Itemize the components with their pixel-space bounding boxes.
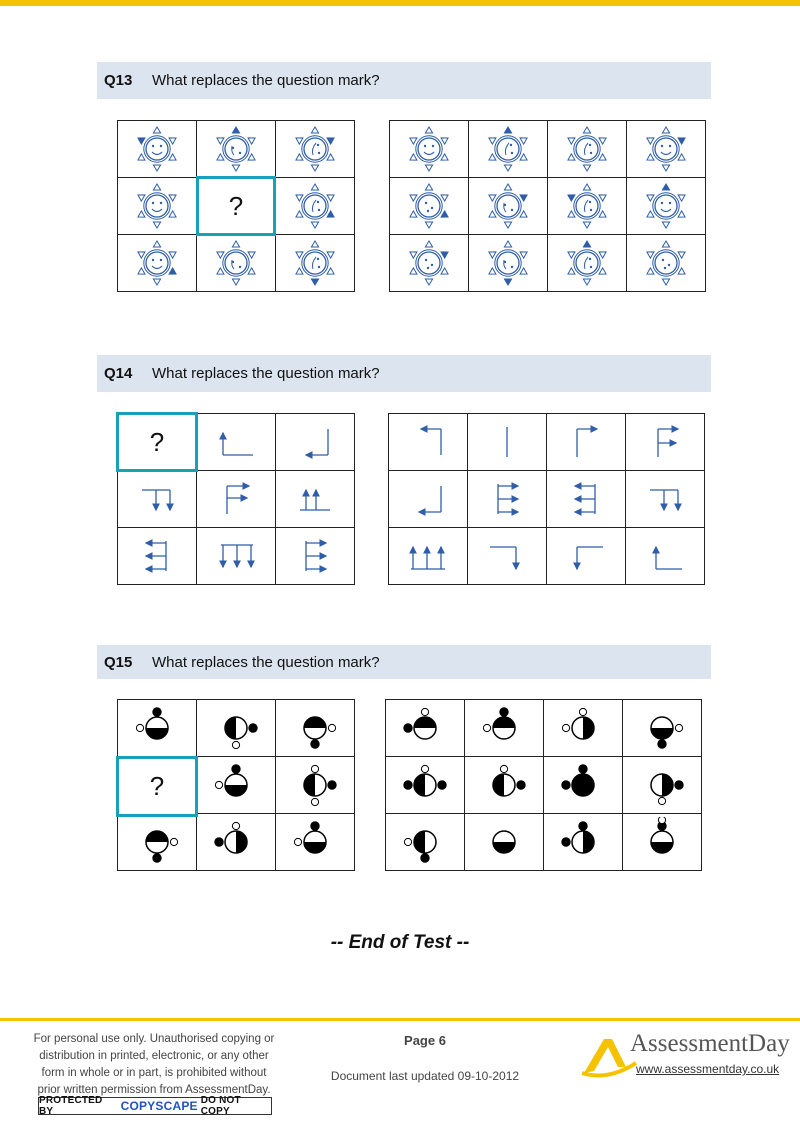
q13-puzzle-cell[interactable]: [118, 178, 197, 235]
q13-answer-cell[interactable]: [469, 235, 548, 292]
q13-puzzle-cell[interactable]: [118, 121, 197, 178]
q15-answer-cell[interactable]: [386, 700, 465, 757]
q13-answer-cell[interactable]: [469, 121, 548, 178]
q13-puzzle-cell[interactable]: [276, 235, 355, 292]
legal-line: prior written permission from AssessmentDay.: [37, 1084, 271, 1096]
question-bar-q15: [97, 645, 711, 679]
q15-answer-cell[interactable]: [465, 757, 544, 814]
q14-answer-cell[interactable]: [468, 528, 547, 585]
q13-answer-cell[interactable]: [390, 121, 469, 178]
q13-answer-cell[interactable]: [548, 178, 627, 235]
last-updated: Document last updated 09-10-2012: [330, 1069, 520, 1083]
q13-answer-cell[interactable]: [627, 235, 706, 292]
question-mark: ?: [149, 771, 165, 801]
assessmentday-logo-icon: [578, 1033, 638, 1079]
footer-accent-line: [0, 1018, 800, 1021]
copyscape-badge[interactable]: [38, 1097, 272, 1115]
q14-answer-cell[interactable]: [389, 471, 468, 528]
q14-puzzle-cell[interactable]: [197, 414, 276, 471]
top-accent-bar: [0, 0, 800, 6]
q13-puzzle-cell[interactable]: [276, 178, 355, 235]
q13-answer-cell[interactable]: [390, 178, 469, 235]
q13-puzzle-cell[interactable]: [197, 121, 276, 178]
q15-answer-cell[interactable]: [623, 700, 702, 757]
q13-question-cell[interactable]: [196, 176, 276, 236]
q15-answer-cell[interactable]: [465, 814, 544, 871]
q14-puzzle-cell[interactable]: [197, 528, 276, 585]
q14-answer-cell[interactable]: [468, 471, 547, 528]
q13-answer-cell[interactable]: [390, 235, 469, 292]
q14-puzzle-cell[interactable]: [118, 528, 197, 585]
legal-line: distribution in printed, electronic, or any other: [39, 1050, 269, 1062]
q15-puzzle-cell[interactable]: [197, 757, 276, 814]
q14-answer-cell[interactable]: [468, 414, 547, 471]
legal-line: form in whole or in part, is prohibited without: [41, 1067, 267, 1079]
stamp-brand: COPYSCAPE: [120, 1099, 198, 1113]
q13-puzzle-cell[interactable]: [197, 235, 276, 292]
question-number: Q14: [104, 365, 133, 382]
q13-puzzle-cell[interactable]: [276, 121, 355, 178]
q13-answer-cell[interactable]: [469, 178, 548, 235]
q14-answer-cell[interactable]: [547, 528, 626, 585]
end-of-test: -- End of Test --: [330, 932, 470, 953]
q13-answer-cell[interactable]: [548, 121, 627, 178]
q15-answer-cell[interactable]: [386, 757, 465, 814]
q14-puzzle-cell[interactable]: [118, 471, 197, 528]
q13-answer-cell[interactable]: [548, 235, 627, 292]
brand-url[interactable]: www.assessmentday.co.uk: [636, 1062, 780, 1076]
q15-puzzle-cell[interactable]: [276, 814, 355, 871]
q14-answer-cell[interactable]: [626, 528, 705, 585]
stamp-left: PROTECTED BY: [39, 1095, 103, 1117]
q15-answer-cell[interactable]: [544, 814, 623, 871]
q14-puzzle-cell[interactable]: [197, 471, 276, 528]
q15-answer-cell[interactable]: [386, 814, 465, 871]
q15-answer-cell[interactable]: [544, 700, 623, 757]
q15-answer-cell[interactable]: [465, 700, 544, 757]
question-mark: ?: [149, 426, 165, 457]
q13-answer-cell[interactable]: [627, 178, 706, 235]
question-text: What replaces the question mark?: [152, 365, 380, 382]
q14-question-cell[interactable]: [116, 412, 198, 472]
question-mark: ?: [228, 190, 244, 221]
q15-answer-cell[interactable]: [623, 814, 702, 871]
q14-answer-cell[interactable]: [626, 414, 705, 471]
q14-answer-cell[interactable]: [389, 414, 468, 471]
q15-answer-cell[interactable]: [544, 757, 623, 814]
page-number: Page 6: [404, 1033, 446, 1048]
q15-puzzle-cell[interactable]: [197, 814, 276, 871]
q15-answer-cell[interactable]: [623, 757, 702, 814]
question-bar-q14: [97, 355, 711, 392]
question-number: Q13: [104, 72, 133, 89]
question-number: Q15: [104, 653, 133, 671]
q14-answer-grid: [388, 413, 705, 585]
q14-puzzle-cell[interactable]: [276, 414, 355, 471]
question-bar-q13: [97, 62, 711, 99]
q15-puzzle-cell[interactable]: [118, 700, 197, 757]
q15-question-cell[interactable]: [116, 756, 198, 817]
q14-answer-cell[interactable]: [547, 414, 626, 471]
q14-puzzle-cell[interactable]: [276, 471, 355, 528]
stamp-right: DO NOT COPY: [200, 1095, 241, 1117]
q15-puzzle-cell[interactable]: [276, 700, 355, 757]
q13-answer-grid: [389, 120, 706, 292]
legal-notice: [18, 1031, 290, 1099]
q14-answer-cell[interactable]: [389, 528, 468, 585]
q14-answer-cell[interactable]: [626, 471, 705, 528]
legal-line: For personal use only. Unauthorised copying or: [33, 1033, 275, 1045]
q15-answer-grid: [385, 699, 702, 871]
brand-name: AssessmentDay: [630, 1030, 790, 1057]
q15-puzzle-cell[interactable]: [118, 814, 197, 871]
q13-answer-cell[interactable]: [627, 121, 706, 178]
question-text: What replaces the question mark?: [152, 653, 380, 671]
q14-answer-cell[interactable]: [547, 471, 626, 528]
q15-puzzle-cell[interactable]: [197, 700, 276, 757]
q13-puzzle-cell[interactable]: [118, 235, 197, 292]
q14-puzzle-cell[interactable]: [276, 528, 355, 585]
question-text: What replaces the question mark?: [152, 72, 380, 89]
q15-puzzle-cell[interactable]: [276, 757, 355, 814]
